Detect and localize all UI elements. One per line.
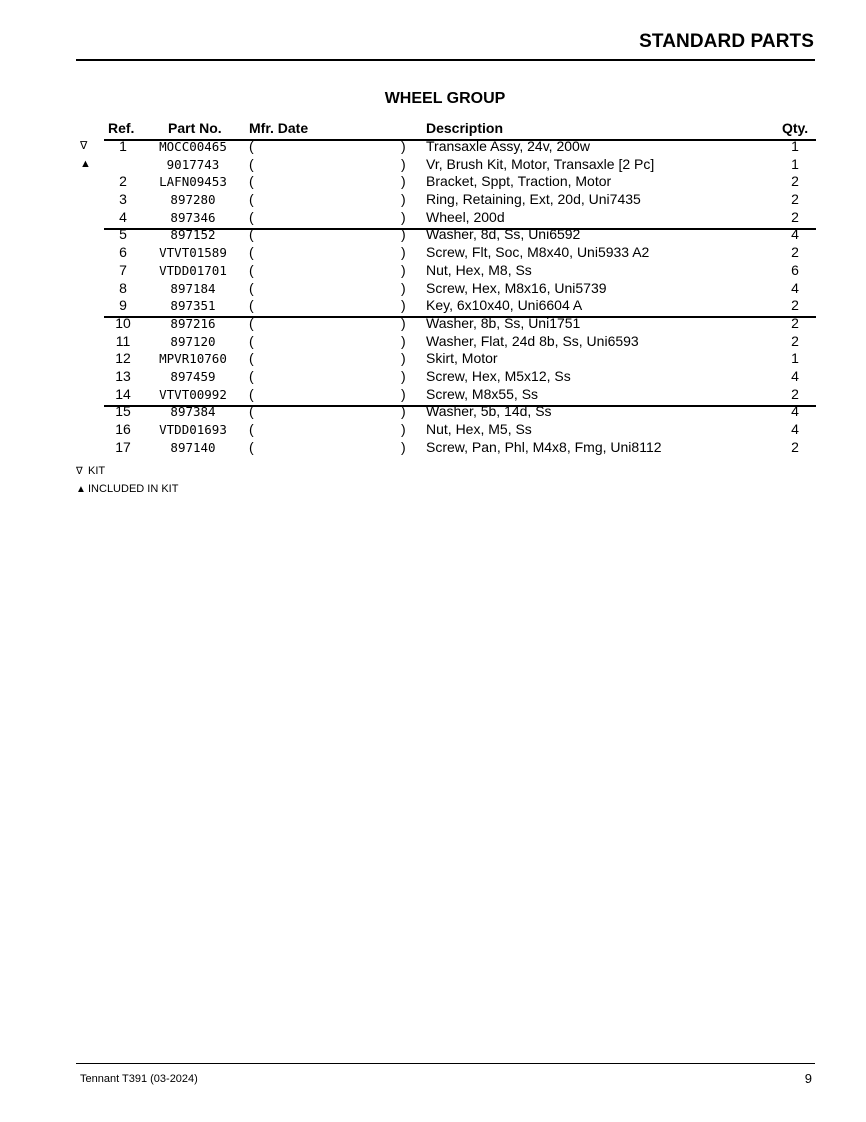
ref-number: 7: [119, 261, 127, 278]
mfr-date-close-paren: ): [401, 244, 406, 261]
ref-number: 3: [119, 191, 127, 208]
mfr-date-open-paren: (: [249, 314, 254, 331]
ref-number: 5: [119, 226, 127, 243]
ref-number: 10: [115, 314, 131, 331]
mfr-date-close-paren: ): [401, 279, 406, 296]
part-description: Screw, Hex, M8x16, Uni5739: [426, 279, 607, 296]
kit-marker-icon: ∇: [80, 140, 88, 152]
mfr-date-open-paren: (: [249, 226, 254, 243]
mfr-date-close-paren: ): [401, 155, 406, 172]
part-number: 897351: [170, 298, 216, 314]
mfr-date-close-paren: ): [401, 314, 406, 331]
part-number: 897152: [170, 227, 216, 243]
part-description: Washer, Flat, 24d 8b, Ss, Uni6593: [426, 332, 639, 349]
quantity: 1: [791, 350, 799, 367]
part-number: 897140: [170, 439, 216, 455]
mfr-date-close-paren: ): [401, 367, 406, 384]
table-row: [0, 173, 866, 191]
part-number: VTVT01589: [159, 245, 227, 261]
ref-number: 16: [115, 421, 131, 437]
kit-symbol-icon: ∇: [76, 466, 83, 477]
mfr-date-close-paren: ): [401, 208, 406, 225]
quantity: 2: [791, 314, 799, 331]
mfr-date-close-paren: ): [401, 191, 406, 208]
part-description: Nut, Hex, M5, Ss: [426, 421, 532, 437]
part-number: 897184: [170, 280, 216, 296]
part-description: Washer, 8d, Ss, Uni6592: [426, 226, 581, 243]
part-number: 897346: [170, 209, 216, 225]
table-row: [0, 226, 866, 244]
footer-page-number: 9: [804, 1071, 812, 1086]
table-row: [0, 386, 866, 404]
kit-marker-icon: ▲: [80, 157, 91, 170]
quantity: 2: [791, 438, 799, 455]
table-row: [0, 421, 866, 439]
part-number: 897216: [170, 315, 216, 331]
mfr-date-open-paren: (: [249, 350, 254, 367]
part-description: Washer, 8b, Ss, Uni1751: [426, 314, 581, 331]
mfr-date-open-paren: (: [249, 138, 254, 154]
mfr-date-open-paren: (: [249, 403, 254, 420]
part-description: Screw, Flt, Soc, M8x40, Uni5933 A2: [426, 244, 650, 261]
table-row: [0, 350, 866, 368]
part-number: 897459: [170, 368, 216, 384]
quantity: 2: [791, 173, 799, 190]
table-row: [0, 156, 866, 174]
ref-number: 6: [119, 244, 127, 261]
legend-kit-label: KIT: [88, 465, 106, 477]
ref-number: 12: [115, 350, 131, 367]
legend-kit: [76, 465, 105, 477]
mfr-date-open-paren: (: [249, 173, 254, 190]
table-row: [0, 333, 866, 351]
quantity: 4: [791, 279, 799, 296]
parts-table: [0, 138, 866, 456]
quantity: 2: [791, 385, 799, 402]
table-row: [0, 280, 866, 298]
legend-included-label: INCLUDED IN KIT: [88, 483, 179, 495]
mfr-date-open-paren: (: [249, 208, 254, 225]
part-description: Bracket, Sppt, Traction, Motor: [426, 173, 612, 190]
table-row: [0, 403, 866, 421]
part-number: VTDD01693: [159, 422, 227, 437]
mfr-date-close-paren: ): [401, 261, 406, 278]
column-header-part-no: Part No.: [168, 120, 222, 136]
ref-number: 1: [119, 138, 127, 154]
ref-number: 4: [119, 208, 127, 225]
mfr-date-close-paren: ): [401, 421, 406, 437]
footer-document-id: Tennant T391 (03-2024): [80, 1073, 198, 1085]
table-row: [0, 262, 866, 280]
column-header-mfr-date: Mfr. Date: [249, 120, 309, 136]
table-row: [0, 191, 866, 209]
mfr-date-open-paren: (: [249, 191, 254, 208]
page-header-title: STANDARD PARTS: [639, 31, 814, 52]
ref-number: 15: [115, 403, 131, 420]
part-number: 897280: [170, 192, 216, 208]
mfr-date-open-paren: (: [249, 385, 254, 402]
part-number: 897120: [170, 333, 216, 349]
part-number: LAFN09453: [159, 174, 227, 190]
column-header-qty: Qty.: [782, 120, 809, 136]
quantity: 4: [791, 226, 799, 243]
column-header-description: Description: [426, 120, 504, 136]
part-description: Screw, Pan, Phl, M4x8, Fmg, Uni8112: [426, 438, 662, 455]
mfr-date-open-paren: (: [249, 421, 254, 437]
quantity: 4: [791, 403, 799, 420]
mfr-date-close-paren: ): [401, 138, 406, 154]
quantity: 2: [791, 244, 799, 261]
part-description: Vr, Brush Kit, Motor, Transaxle [2 Pc]: [426, 155, 655, 172]
mfr-date-open-paren: (: [249, 244, 254, 261]
part-number: MPVR10760: [159, 351, 227, 367]
quantity: 1: [791, 138, 799, 154]
quantity: 2: [791, 332, 799, 349]
part-description: Screw, Hex, M5x12, Ss: [426, 367, 571, 384]
table-row: [0, 297, 866, 315]
part-description: Key, 6x10x40, Uni6604 A: [426, 297, 583, 314]
quantity: 4: [791, 367, 799, 384]
ref-number: 2: [119, 173, 127, 190]
ref-number: 9: [119, 297, 127, 314]
mfr-date-open-paren: (: [249, 367, 254, 384]
mfr-date-open-paren: (: [249, 332, 254, 349]
legend-included: [76, 483, 178, 495]
mfr-date-close-paren: ): [401, 173, 406, 190]
quantity: 2: [791, 208, 799, 225]
part-description: Skirt, Motor: [426, 350, 498, 367]
included-symbol-icon: ▲: [76, 484, 86, 495]
part-description: Wheel, 200d: [426, 208, 505, 225]
part-number: 897384: [170, 404, 216, 420]
mfr-date-close-paren: ): [401, 403, 406, 420]
mfr-date-close-paren: ): [401, 332, 406, 349]
part-description: Screw, M8x55, Ss: [426, 385, 539, 402]
column-header-ref: Ref.: [108, 120, 135, 136]
part-number: VTDD01701: [159, 262, 227, 278]
table-row: [0, 439, 866, 457]
mfr-date-open-paren: (: [249, 261, 254, 278]
mfr-date-open-paren: (: [249, 279, 254, 296]
quantity: 1: [791, 155, 799, 172]
footer-rule: [76, 1063, 815, 1064]
ref-number: 8: [119, 279, 127, 296]
quantity: 2: [791, 297, 799, 314]
part-number: MOCC00465: [159, 139, 227, 154]
part-description: Ring, Retaining, Ext, 20d, Uni7435: [426, 191, 641, 208]
table-row: [0, 368, 866, 386]
ref-number: 13: [115, 367, 131, 384]
part-description: Nut, Hex, M8, Ss: [426, 261, 532, 278]
quantity: 2: [791, 191, 799, 208]
group-title: WHEEL GROUP: [384, 90, 506, 107]
ref-number: 17: [115, 438, 131, 455]
table-row: [0, 209, 866, 227]
mfr-date-close-paren: ): [401, 438, 406, 455]
header-rule: [76, 59, 815, 61]
mfr-date-close-paren: ): [401, 385, 406, 402]
part-description: Transaxle Assy, 24v, 200w: [426, 138, 590, 154]
quantity: 6: [791, 261, 799, 278]
ref-number: 14: [115, 385, 131, 402]
table-row: [0, 138, 866, 156]
part-number: VTVT00992: [159, 386, 227, 402]
part-number: 9017743: [166, 156, 220, 172]
table-row: [0, 244, 866, 262]
mfr-date-close-paren: ): [401, 297, 406, 314]
mfr-date-open-paren: (: [249, 438, 254, 455]
table-row: [0, 315, 866, 333]
mfr-date-open-paren: (: [249, 155, 254, 172]
mfr-date-close-paren: ): [401, 350, 406, 367]
part-description: Washer, 5b, 14d, Ss: [426, 403, 552, 420]
ref-number: 11: [115, 332, 131, 349]
mfr-date-open-paren: (: [249, 297, 254, 314]
quantity: 4: [791, 421, 799, 437]
mfr-date-close-paren: ): [401, 226, 406, 243]
